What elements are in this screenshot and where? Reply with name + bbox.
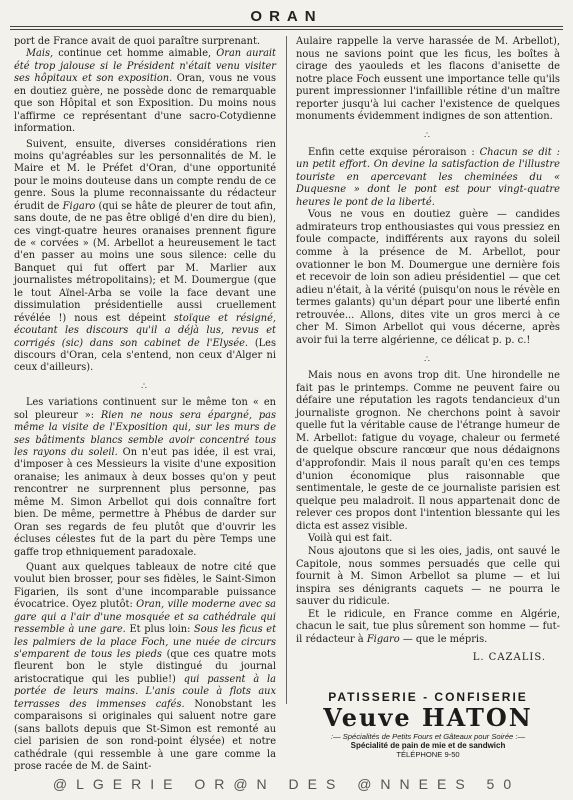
quote-text: qui passent à la portée de leurs mains. L'anis coule à flots aux terrasses des immenses cafés. — [14, 673, 276, 710]
text-span: Nonobstant les comparaisons si originales qui saluent notre gare (sans ballots depuis que St-Simon est remonté au ciel parisien de son rond-point élysée) et notre cathédrale (qui ressemble à une gare comme la prose racée de M. de Saint- — [14, 698, 276, 772]
text-span: Oran, vous ne vous en doutiez guère, ne possède donc de remarquable que son Hôpital et son Exposition. Du moins nous l'affirme ce représentant d'une sacro-Cotydienne information. — [14, 73, 276, 135]
text-span: (que ces quatre mots fleurent bon le style distingué du journal aristocratique qui les publie!) — [14, 649, 276, 685]
paragraph: Mais nous en avons trop dit. Une hirondelle ne fait pas le printemps. Comme ne peuvent faire ou défaire une réputation les ragots tendancieux d'un journaliste grognon. Ne cherchons point à savoir quelle fut la véritable cause de l'étrange humeur de M. Arbellot: fatigue du voyage, chaleur ou fermeté de quelque obscure rancœur que nous dédaignons d'approfondir. Mais il nous paraît qu'en ces temps d'union économique plus raisonnable que sentimentale, le geste de ce journaliste parisien est quelque peu maladroit. Il nous appartenait donc de relever ces propos dont l'intention blessante qui les dicta est assez visible. — [296, 370, 560, 532]
paragraph: Voilà qui est fait. — [308, 533, 393, 545]
paragraph — [296, 609, 560, 647]
ad-specialty-bread: Spécialité de pain de mie et de sandwich — [350, 741, 506, 750]
text-span: Et plus loin: — [125, 624, 195, 636]
watermark-footer: @LGERIE OR@N DES @NNEES 50 — [52, 776, 521, 792]
page-header — [4, 2, 569, 30]
text-span: continue cet homme aimable, — [53, 48, 217, 60]
paragraph — [14, 562, 276, 773]
ad-phone: TÉLÉPHONE 9-50 — [396, 750, 460, 759]
author-signature: L. CAZALIS. — [472, 652, 546, 664]
text-span: (qui se hâte de pleurer de tout afin, sans doute, de ne pas être obligé d'en dire du bien), ces vingt-quatre heures oranaises prennent figure de « corvées » (M. Arbellot a heureusement le tact d'en passer au moins une sous silence: celle du Banquet qui fut offert par M. Marlier aux journalistes métropolitains); et M. Doumergue (que le tout Aïnel-Arba se voile la face devant une dissimulation présidentielle aussi cruellement révélée !) nous est dépeint — [14, 200, 276, 324]
ad-category: PATISSERIE - CONFISERIE — [328, 690, 528, 704]
ad-specialties: :— Spécialités de Petits Fours et Gâteaux pour Soirée :— — [330, 732, 526, 741]
section-separator: ∴ — [424, 354, 432, 365]
paragraph — [14, 48, 276, 135]
text-span: — que le mépris. — [399, 633, 488, 645]
right-column — [296, 36, 560, 665]
quote-text: Chacun se dit : un petit effort. On devine la satisfaction de l'illustre touriste en apercevant les cheminées du « Duquesne » dont le pont est pour vingt-quatre heures le pont de la liberté. — [296, 146, 560, 208]
newspaper-name: Figaro — [62, 200, 96, 212]
text-span: Et le ridicule, en France comme en Algérie, chacun le sait, tue plus sûrement son homme — fut-il rédacteur à — [296, 608, 560, 645]
text-span: Enfin cette exquise péroraison : — [308, 146, 480, 158]
text-span: (Les discours d'Oran, cela s'entend, non ceux d'Alger ni ceux d'ailleurs). — [14, 337, 276, 374]
header-rule-double — [10, 29, 563, 30]
advertisement — [296, 682, 560, 778]
left-column — [14, 36, 276, 773]
ad-brand: Veuve HATON — [323, 703, 533, 732]
paragraph: port de France avait de quoi paraître surprenant. — [14, 36, 261, 47]
text-span: Suivent, ensuite, diverses considérations rien moins qu'agréables sur les personnalités de M. le Maire et M. le Préfet d'Oran, d'une opportunité pour le moins douteuse dans un compte rendu de ce genre. Sous la plume reconnaissante du rédacteur érudit de — [14, 138, 276, 212]
text-span: On n'eut pas idée, il est vrai, d'imposer à ces Messieurs la visite d'une exposition oranaise; les animaux à deux bosses qu'on y peut rencontrer ne surprennent plus personne, pas même M. Simon Arbellot qui dois connaître fort bien. De même, permettre à Phébus de darder sur Oran ses regards de feu plutôt que d'ouvrir les écluses célestes fut de la part du père Temps une gaffe trop ethniquement paradoxale. — [14, 447, 277, 558]
paragraph — [14, 139, 276, 375]
italic-text: Mais, — [26, 48, 54, 60]
quote-text: Oran, ville moderne avec sa gare qui a l'air d'une mosquée et sa cathédrale qui ressemble à une gare. — [14, 599, 276, 636]
quote-text: stoïque et résigné, écoutant les discours qu'il a déjà lus, revus et corrigés (sic) dans son cabinet de l'Elysée. — [14, 312, 276, 349]
paragraph: Aulaire rappelle la verve harassée de M. Arbellot), nous ne savions point que les ficus, les boîtes à cirage des yaouleds et les flacons d'anisette de notre place Foch eussent une importance telle qu'ils purent impressionner l'infaillible rétine d'un maître reporter jusqu'à lui cacher l'existence de quelques monuments évidemment indignes de son attention. — [296, 36, 560, 123]
section-separator: ∴ — [141, 381, 149, 392]
paragraph — [14, 397, 276, 559]
quote-text: Sous les ficus et les palmiers de la place Foch, une nuée de circurs s'emparent de tous les pieds — [14, 624, 277, 660]
quote-text: Oran aurait été trop jalouse si le Président n'était venu visiter ses hôpitaux et son exposition. — [14, 48, 276, 85]
quote-text: Rien ne nous sera épargné, pas même la visite de l'Exposition qui, sur les murs de ses bâtiments blancs semble avoir concentré tous les rayons du soleil. — [14, 409, 277, 458]
paragraph: Vous ne vous en doutiez guère — candides admirateurs trop enthousiastes qui vous pressiez en foule compacte, indifférents aux rayons du soleil comme à la présence de M. Arbellot, pour ovationner le bon M. Doumergue une dernière fois et recevoir de loin son adieu présidentiel — que cet adieu n'était, à la vérité (puisqu'on nous le révèle en termes galants) qu'un départ pour une liberté enfin retrouvée... Allons, dites vite un gros merci à ce cher M. Simon Arbellot qui vous décerne, après avoir fui la terre algérienne, ce délicat p. p. c.! — [296, 209, 560, 346]
newspaper-name: Figaro — [366, 633, 400, 645]
paragraph: Nous ajoutons que si les oies, jadis, ont sauvé le Capitole, nous sommes persuadés que celle qui fournit à M. Simon Arbellot sa plume — et lui inspira ses dénigrants caquets — ne pourra le sauver du ridicule. — [296, 545, 560, 608]
page-frame — [4, 2, 569, 798]
section-separator: ∴ — [424, 130, 432, 141]
text-span: Quant aux quelques tableaux de notre cité que voulut bien brosser, pour ses fidèles, le Saint-Simon Figarien, ils sont d'une incomparable puissance évocatrice. Oyez plutôt: — [14, 561, 276, 611]
text-span: Les variations continuent sur le même ton « en sol pleureur »: — [14, 397, 276, 421]
page-title: ORAN — [250, 8, 323, 25]
header-rule — [10, 26, 563, 27]
column-divider — [286, 36, 287, 704]
paragraph — [296, 147, 560, 210]
